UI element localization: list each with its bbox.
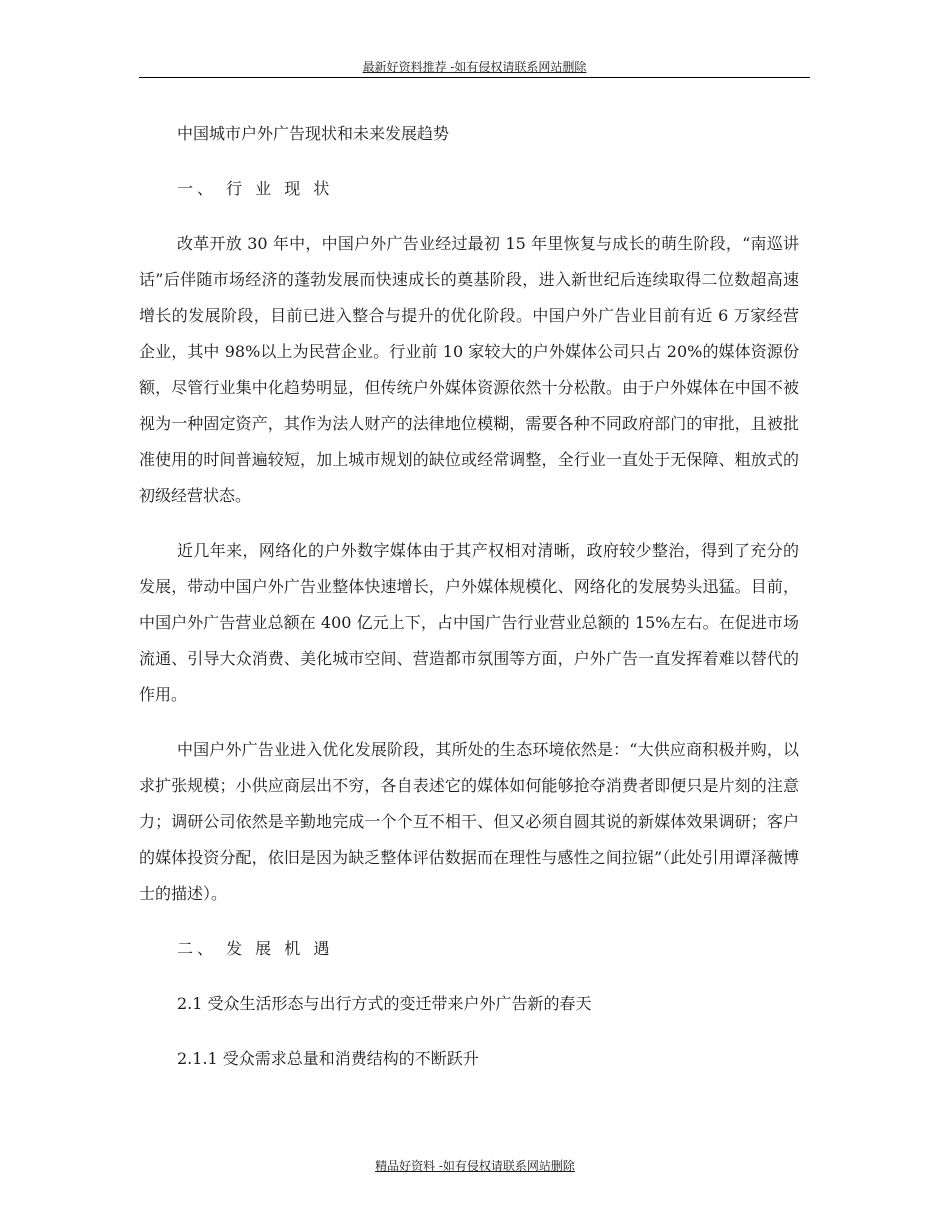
- paragraph-3: 中国户外广告业进入优化发展阶段，其所处的生态环境依然是：“大供应商积极并购，以求扩张规模；小供应商层出不穷，各自表述它的媒体如何能够抢夺消费者即便只是片刻的注意力；调研公司依然是辛勤地完成一个个互不相干、但又必须自圆其说的新媒体效果调研；客户的媒体投资分配，依旧是因为缺乏整体评估数据而在理性与感性之间拉锯”（此处引用谭泽薇博士的描述）。: [139, 740, 799, 903]
- page-header: [139, 58, 810, 78]
- section-heading-2: 二、 发 展 机 遇: [177, 939, 334, 958]
- page-footer: [0, 1157, 950, 1175]
- footer-text: 精品好资料 -如有侵权请联系网站删除: [375, 1159, 575, 1173]
- document-title: 中国城市户外广告现状和未来发展趋势: [177, 124, 450, 143]
- paragraph-2: 近几年来，网络化的户外数字媒体由于其产权相对清晰，政府较少整治，得到了充分的发展，带动中国户外广告业整体快速增长，户外媒体规模化、网络化的发展势头迅猛。目前，中国户外广告营业总额在 400 亿元上下，占中国广告行业营业总额的 15%左右。在促进市场流通、引导大众消费、美化城市空间、营造都市氛围等方面，户外广告一直发挥着难以替代的作用。: [139, 541, 799, 704]
- paragraph-1: 改革开放 30 年中，中国户外广告业经过最初 15 年里恢复与成长的萌生阶段，“南巡讲话”后伴随市场经济的蓬勃发展而快速成长的奠基阶段，进入新世纪后连续取得二位数超高速增长的发展阶段，目前已进入整合与提升的优化阶段。中国户外广告业目前有近 6 万家经营企业，其中 98%以上为民营企业。行业前 10 家较大的户外媒体公司只占 20%的媒体资源份额，尽管行业集中化趋势明显，但传统户外媒体资源依然十分松散。由于户外媒体在中国不被视为一种固定资产，其作为法人财产的法律地位模糊，需要各种不同政府部门的审批，且被批准使用的时间普遍较短，加上城市规划的缺位或经常调整，全行业一直处于无保障、粗放式的初级经营状态。: [139, 234, 799, 505]
- section-heading-1: 一、 行 业 现 状: [177, 179, 334, 198]
- document-body: [139, 116, 799, 1077]
- subsection-heading-2-1-1: 2.1.1 受众需求总量和消费结构的不断跃升: [177, 1049, 479, 1068]
- subsection-heading-2-1: 2.1 受众生活形态与出行方式的变迁带来户外广告新的春天: [177, 994, 592, 1013]
- header-text: 最新好资料推荐 -如有侵权请联系网站删除: [362, 60, 587, 74]
